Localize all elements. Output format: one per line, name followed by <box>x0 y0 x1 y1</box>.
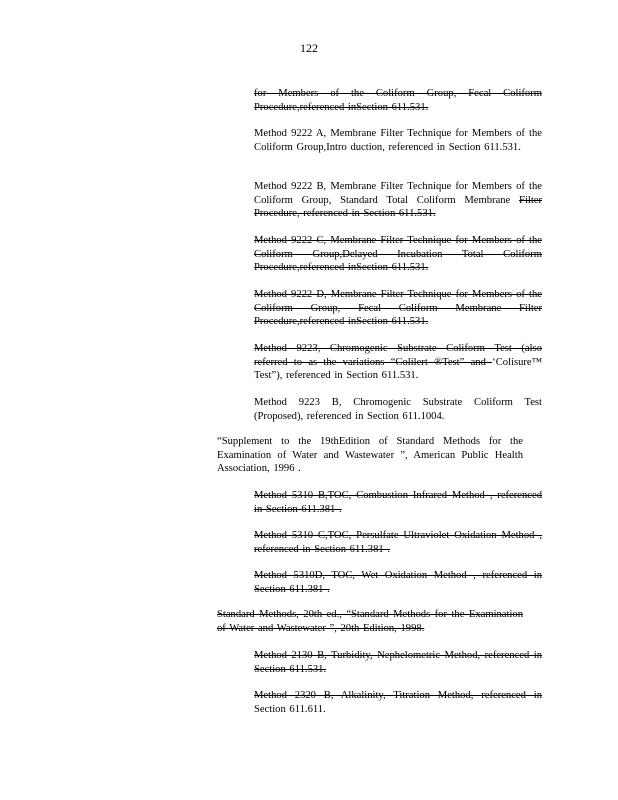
struck-text: Method 9222 C, Membrane Filter Technique for Members of the Coliform Group,Delayed Incubation Total Coliform Procedure,referenced inSection 611.531. <box>254 235 542 274</box>
paragraph <box>254 569 542 596</box>
struck-text: Method 5310D, TOC, Wet Oxidation Method , referenced in Section 611.381 . <box>254 570 542 595</box>
paragraph <box>254 396 542 423</box>
text-run: Method 9222 B, Membrane Filter Technique for Members of the Coliform Group, Standard Total Coliform Membrane <box>254 181 542 206</box>
paragraph <box>254 689 542 716</box>
struck-text: Method 5310 C,TOC, Persulfate Ultraviolet Oxidation Method , referenced in Section 611.381 . <box>254 530 542 555</box>
text-run: Method 9223 B, Chromogenic Substrate Coliform Test (Proposed), referenced in Section 611.1004. <box>254 397 542 422</box>
text-run: Section 611.611. <box>254 703 326 715</box>
struck-text: Method 2320 B, Alkalinity, Titration Method, referenced in <box>254 690 542 701</box>
paragraph <box>254 649 542 676</box>
text-run: Method 9222 A, Membrane Filter Technique for Members of the Coliform Group,Intro duction, referenced in Section 611.531. <box>254 128 542 153</box>
struck-text: Method 9223, Chromogenic Substrate Coliform Test (also referred to as the variations “Colilert ®Test” and <box>254 343 542 368</box>
paragraph <box>254 87 542 114</box>
paragraph <box>254 127 542 154</box>
struck-text: Method 2130 B, Turbidity, Nephelometric Method, referenced in Section 611.531. <box>254 650 542 675</box>
paragraph <box>254 342 542 383</box>
paragraph <box>254 529 542 556</box>
struck-text: Standard Methods, 20th ed., “Standard Methods for the Examination of Water and Wastewater ”, 20th Edition, 1998. <box>217 609 523 634</box>
struck-text: Filter Procedure, referenced in Section 611.531. <box>254 194 542 220</box>
text-run: “Supplement to the 19thEdition of Standard Methods for the Examination of Water and Wastewater ”, American Public Health Association, 1996 . <box>217 436 523 475</box>
paragraph <box>254 180 542 221</box>
struck-text: Method 5310 B,TOC, Combustion Infrared Method , referenced in Section 611.381 . <box>254 490 542 515</box>
paragraph <box>217 435 523 476</box>
struck-text: for Members of the Coliform Group, Fecal Coliform Procedure,referenced inSection 611.531. <box>254 88 542 113</box>
struck-text: Method 9222 D, Membrane Filter Technique for Members of the Coliform Group, Fecal Coliform Membrane Filter Procedure,referenced inSection 611.531. <box>254 289 542 328</box>
page-number: 122 <box>300 41 318 55</box>
paragraph <box>254 489 542 516</box>
paragraph <box>254 288 542 329</box>
paragraph <box>254 234 542 275</box>
text-run: ‘Colisure™ Test”), referenced in Section 611.531. <box>254 356 542 382</box>
paragraph <box>217 608 523 635</box>
